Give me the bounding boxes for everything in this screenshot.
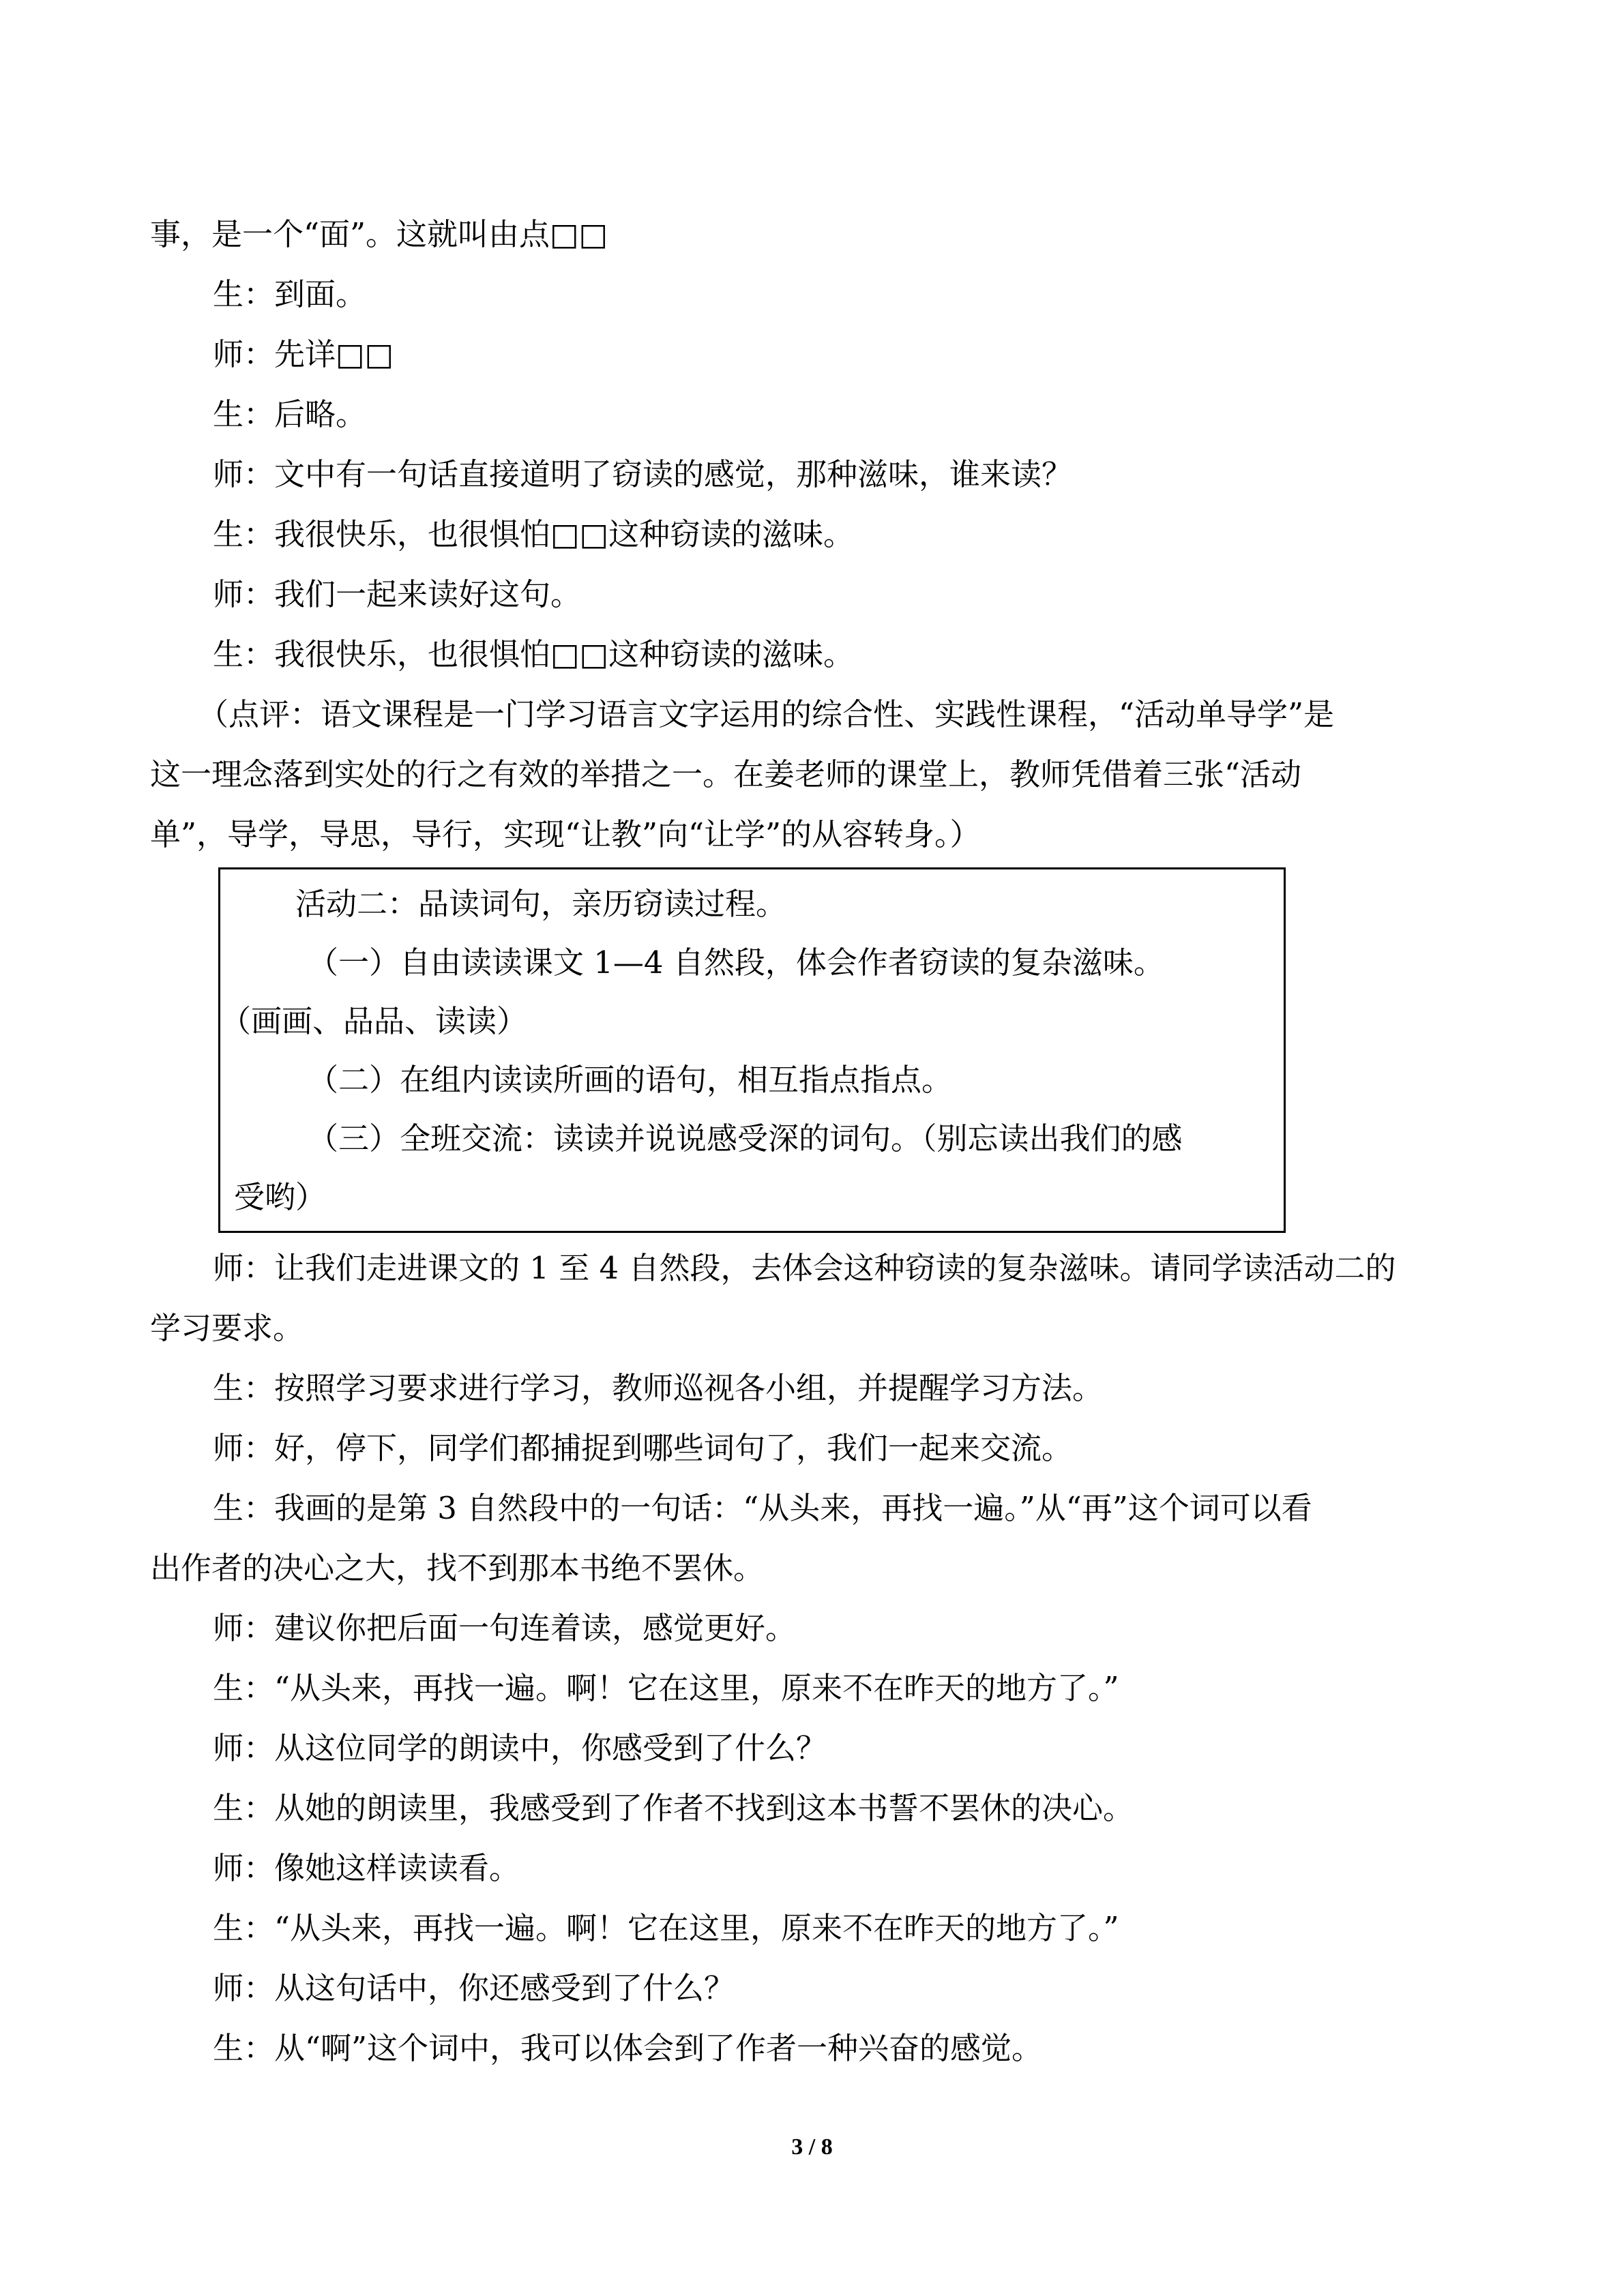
dialogue-line: 生：从“啊”这个词中，我可以体会到了作者一种兴奋的感觉。 <box>213 2030 1043 2066</box>
dialogue-line: 师：我们一起来读好这句。 <box>213 576 582 612</box>
dialogue-line: 生：我很快乐，也很惧怕□□这种窃读的滋味。 <box>213 636 855 672</box>
activity-title: 活动二：品读词句，亲历窃读过程。 <box>295 886 787 922</box>
activity-item-continued: （画画、品品、读读） <box>220 1003 528 1039</box>
dialogue-line: 生：从她的朗读里，我感受到了作者不找到这本书誓不罢休的决心。 <box>213 1790 1134 1826</box>
dialogue-line: 师：从这位同学的朗读中，你感受到了什么？ <box>213 1730 827 1766</box>
comment-line: 单”，导学，导思，导行，实现“让教”向“让学”的从容转身。） <box>150 816 981 852</box>
dialogue-line: 生：按照学习要求进行学习，教师巡视各小组，并提醒学习方法。 <box>213 1370 1104 1406</box>
activity-item: （三）全班交流：读读并说说感受深的词句。（别忘读出我们的感 <box>308 1120 1183 1157</box>
dialogue-line: 师：文中有一句话直接道明了窃读的感觉，那种滋味，谁来读？ <box>213 456 1073 492</box>
comment-line: （点评：语文课程是一门学习语言文字运用的综合性、实践性课程，“活动单导学”是 <box>198 696 1335 732</box>
dialogue-line: 师：像她这样读读看。 <box>213 1850 520 1886</box>
dialogue-line: 生：后略。 <box>213 396 367 432</box>
document-page <box>150 205 1473 2078</box>
dialogue-line: 生：“从头来，再找一遍。啊！它在这里，原来不在昨天的地方了。” <box>213 1910 1119 1946</box>
page-number: 3 / 8 <box>791 2134 833 2160</box>
dialogue-line-continued: 学习要求。 <box>150 1310 304 1346</box>
activity-box <box>218 867 1286 1233</box>
activity-item: （二）在组内读读所画的语句，相互指点指点。 <box>308 1062 953 1098</box>
dialogue-line: 生：“从头来，再找一遍。啊！它在这里，原来不在昨天的地方了。” <box>213 1670 1119 1706</box>
text-line: 事，是一个“面”。这就叫由点□□ <box>150 216 608 252</box>
dialogue-line-continued: 出作者的决心之大，找不到那本书绝不罢休。 <box>150 1550 765 1586</box>
dialogue-line: 师：先详□□ <box>213 336 394 372</box>
dialogue-line: 师：从这句话中，你还感受到了什么？ <box>213 1970 735 2006</box>
dialogue-line: 生：我画的是第 3 自然段中的一句话：“从头来，再找一遍。”从“再”这个词可以看 <box>213 1490 1312 1526</box>
dialogue-line: 师：好，停下，同学们都捕捉到哪些词句了，我们一起来交流。 <box>213 1430 1073 1466</box>
dialogue-line: 生：到面。 <box>213 276 367 312</box>
comment-line: 这一理念落到实处的行之有效的举措之一。在姜老师的课堂上，教师凭借着三张“活动 <box>150 756 1302 792</box>
activity-item: （一）自由读读课文 1—4 自然段，体会作者窃读的复杂滋味。 <box>308 944 1164 981</box>
dialogue-line: 生：我很快乐，也很惧怕□□这种窃读的滋味。 <box>213 516 855 552</box>
dialogue-line: 师：让我们走进课文的 1 至 4 自然段，去体会这种窃读的复杂滋味。请同学读活动二的 <box>213 1250 1396 1286</box>
dialogue-line: 师：建议你把后面一句连着读，感觉更好。 <box>213 1610 797 1646</box>
activity-item-continued: 受哟） <box>234 1179 327 1215</box>
